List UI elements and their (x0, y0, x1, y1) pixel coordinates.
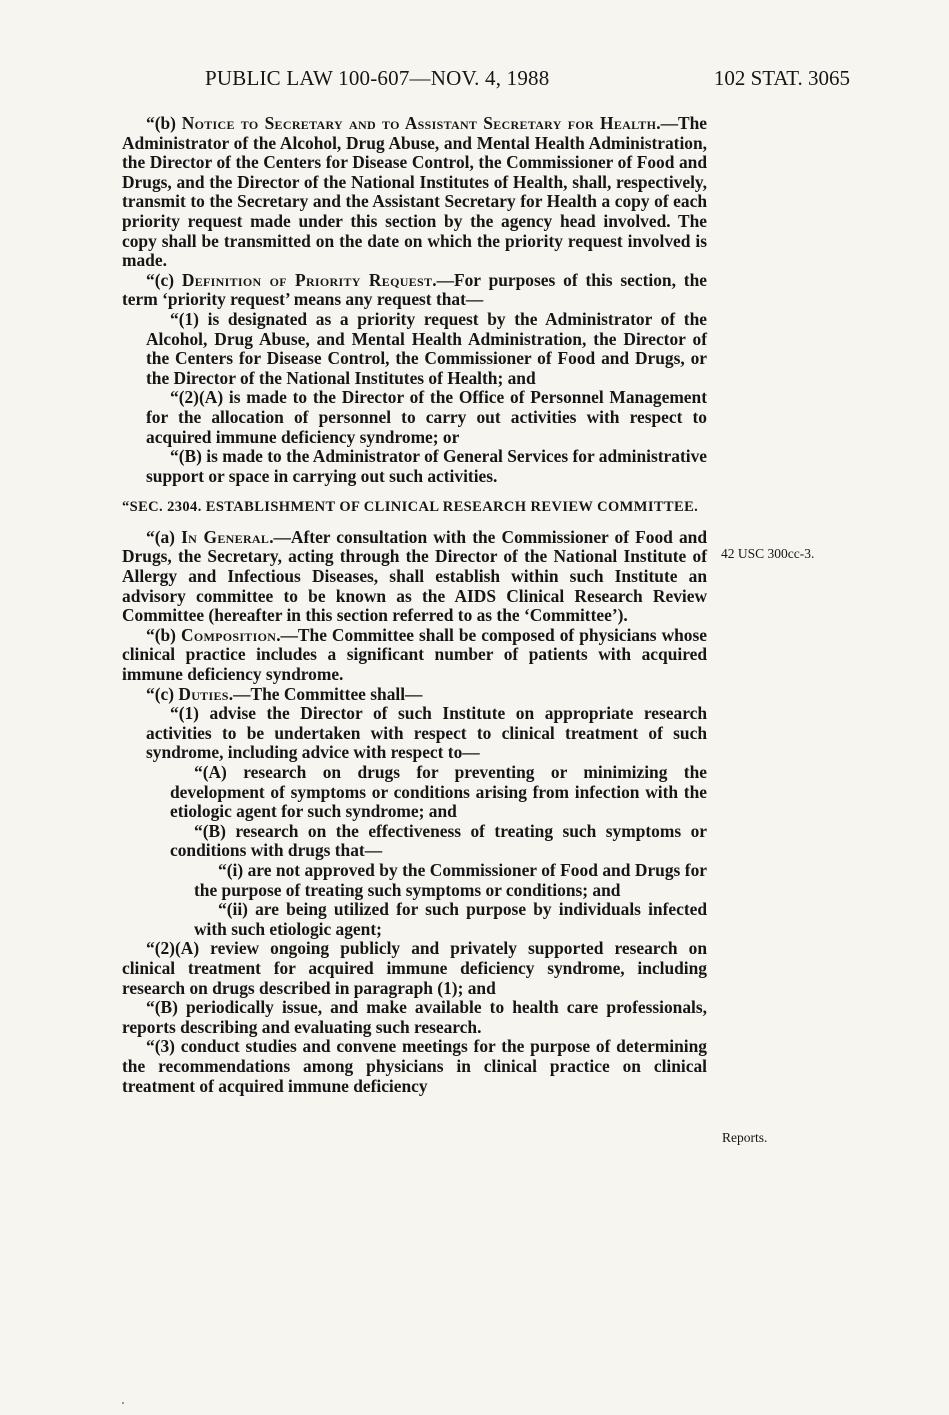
paragraph-1-priority: “(1) is designated as a priority request by the Administrator of the Alcohol, Drug Abuse, and Mental Health Administration, the Director of the Centers for Disease Control, the Commissioner of Food and Drugs, or the Director of the National Institutes of Health; and (146, 308, 707, 388)
subsection-a-in-general (122, 528, 707, 626)
subsection-text: .—The Committee shall— (228, 683, 423, 704)
subsection-text: .—After consultation with the Commissioner of Food and Drugs, the Secretary, acting through the Director of the National Institute of Allergy and Infectious Diseases, shall establish within such Institute an advisory committee to be known as the AIDS Clinical Research Review Committee (hereafter in this section referred to as the ‘Committee’). (122, 526, 707, 626)
running-head: PUBLIC LAW 100-607—NOV. 4, 1988 (205, 66, 550, 90)
subsection-b-notice (122, 114, 707, 271)
subsection-c-definition (122, 271, 707, 310)
subsection-label: “(b) (146, 624, 181, 645)
subsection-label: “(c) (146, 683, 179, 704)
scan-speck (122, 1402, 124, 1404)
subsection-heading: In General (181, 526, 270, 547)
duty-clause-1Bii: “(ii) are being utilized for such purpose by individuals infected with such etiologic agent; (194, 899, 707, 939)
margin-note-reports: Reports. (722, 1130, 768, 1145)
paragraph-2A-personnel: “(2)(A) is made to the Director of the Office of Personnel Management for the allocation of personnel to carry out activities with respect to acquired immune deficiency syndrome; or (146, 387, 707, 447)
subsection-b-composition (122, 626, 707, 685)
subsection-c-duties (122, 685, 707, 705)
subsection-text: .—The Committee shall be composed of physicians whose clinical practice includes a significant number of patients with acquired immune deficiency syndrome. (122, 624, 707, 685)
duty-subparagraph-1A: “(A) research on drugs for preventing or minimizing the development of symptoms or conditions arising from infection with the etiologic agent for such syndrome; and (170, 762, 707, 822)
subsection-heading: Definition of Priority Request (181, 269, 433, 290)
duty-subparagraph-2B: “(B) periodically issue, and make available to health care professionals, reports describing and evaluating such research. (122, 997, 707, 1037)
subsection-heading: Duties (178, 683, 229, 704)
subsection-label: “(a) (146, 526, 182, 547)
subsection-label: “(b) (146, 113, 182, 133)
duty-clause-1Bi: “(i) are not approved by the Commissioner of Food and Drugs for the purpose of treating such symptoms or conditions; and (194, 859, 707, 900)
subsection-label: “(c) (146, 269, 182, 290)
duty-paragraph-2A: “(2)(A) review ongoing publicly and privately supported research on clinical treatment for acquired immune deficiency syndrome, including research on drugs described in paragraph (1); and (122, 938, 707, 998)
subsection-text: .—The Administrator of the Alcohol, Drug Abuse, and Mental Health Administration, the Director of the Centers for Disease Control, the Commissioner of Food and Drugs, and the Director of the National Institutes of Health, shall, respectively, transmit to the Secretary and the Assistant Secretary for Health a copy of each priority request made under this section by the agency head involved. The copy shall be transmitted on the date on which the priority request involved is made. (122, 113, 707, 271)
section-2304-heading: “SEC. 2304. ESTABLISHMENT OF CLINICAL RESEARCH REVIEW COMMITTEE. (122, 499, 699, 516)
duty-paragraph-3: “(3) conduct studies and convene meetings for the purpose of determining the recommendations among physicians in clinical practice on clinical treatment of acquired immune deficiency (122, 1036, 707, 1096)
statute-page-number: 102 STAT. 3065 (713, 66, 850, 90)
duty-subparagraph-1B: “(B) research on the effectiveness of treating such symptoms or conditions with drugs that— (170, 820, 707, 861)
margin-note-usc-citation: 42 USC 300cc-3. (721, 546, 815, 561)
subsection-heading: Composition (180, 624, 277, 645)
statute-body (122, 114, 707, 1096)
subsection-heading: Notice to Secretary and to Assistant Secretary for Health (181, 113, 657, 133)
paragraph-2B-services: “(B) is made to the Administrator of General Services for administrative support or space in carrying out such activities. (146, 446, 707, 486)
duty-paragraph-1: “(1) advise the Director of such Institute on appropriate research activities to be undertaken with respect to clinical treatment of such syndrome, including advice with respect to— (146, 703, 707, 763)
page-header (205, 66, 850, 96)
subsection-text: .—For purposes of this section, the term ‘priority request’ means any request that— (122, 269, 707, 310)
